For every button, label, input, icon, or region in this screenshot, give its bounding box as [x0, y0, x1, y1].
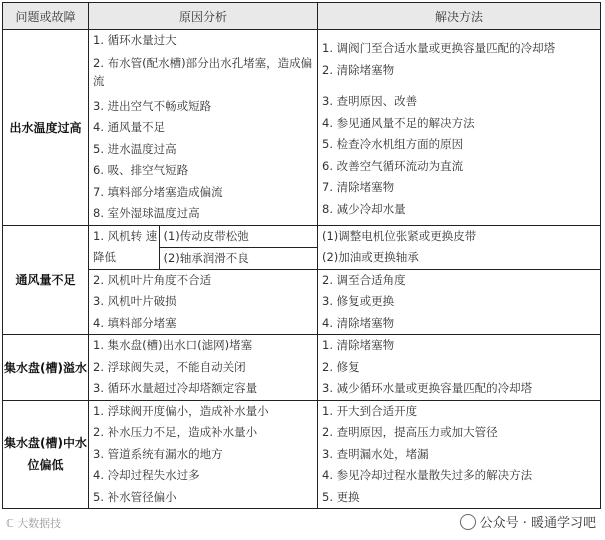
- solution-line: 4. 参见通风量不足的解决方法: [322, 115, 475, 130]
- solution-line: 4. 参见冷却过程水量散失过多的解决方法: [322, 468, 533, 482]
- header-row: [3, 3, 601, 30]
- issue-cell: 集水盘(槽)中水位偏低: [3, 400, 89, 509]
- header-cause: 原因分析: [89, 3, 318, 30]
- section-low-level: [3, 400, 601, 509]
- issue-cell: 出水温度过高: [3, 30, 89, 226]
- cause-line: 2. 风机叶片角度不合适: [93, 272, 212, 287]
- solution-line: 1. 清除堵塞物: [322, 338, 395, 352]
- issue-cell: 集水盘(槽)溢水: [3, 335, 89, 401]
- cause-line: 1. 循环水量过大: [93, 33, 177, 47]
- solution-cell: [318, 335, 601, 401]
- solution-line: 2. 查明原因，提高压力或加大管径: [322, 425, 498, 439]
- solution-line: 3. 查明漏水处，堵漏: [322, 446, 429, 461]
- section-airflow: [3, 225, 601, 335]
- cause-line: 7. 填料部分堵塞造成偏流: [93, 184, 223, 199]
- solution-line: 2. 调至合适角度: [322, 272, 406, 287]
- solution-cell: [318, 225, 601, 335]
- solution-line: 3. 修复或更换: [322, 294, 395, 308]
- cause-line: 2. 布水管(配水槽)部分出水孔堵塞，造成偏流: [93, 55, 313, 88]
- watermark-right: [457, 511, 599, 532]
- cause-line: 5. 进水温度过高: [93, 141, 177, 156]
- solution-line: 4. 清除堵塞物: [322, 315, 395, 330]
- solution-line: 8. 减少冷却水量: [322, 201, 406, 216]
- cause-cell: [89, 30, 318, 226]
- solution-line: 3. 减少循环水量或更换容量匹配的冷却塔: [322, 381, 533, 395]
- section-overflow: [3, 335, 601, 401]
- cause-line: 8. 室外湿球温度过高: [93, 206, 200, 220]
- cause-line: 3. 风机叶片破损: [93, 294, 177, 308]
- solution-line: 1. 开大到合适开度: [322, 403, 418, 418]
- cause-line: 1. 浮球阀开度偏小，造成补水量小: [93, 403, 269, 418]
- solution-cell: [318, 30, 601, 226]
- watermark-right-text: 公众号 · 暖通学习吧: [479, 516, 596, 531]
- solution-cell: [318, 400, 601, 509]
- cause-line: 3. 循环水量超过冷却塔额定容量: [93, 381, 258, 395]
- solution-line: 2. 清除堵塞物: [322, 62, 395, 77]
- solution-line: 7. 清除堵塞物: [322, 180, 395, 194]
- fan-speed-label: 1. 风机转 速 降低: [89, 226, 159, 270]
- section-outlet-temp: [3, 30, 601, 226]
- cause-line: 4. 冷却过程失水过多: [93, 468, 200, 482]
- cause-line: 1. 集水盘(槽)出水口(滤网)堵塞: [93, 338, 253, 352]
- cause-line: 6. 吸、排空气短路: [93, 163, 189, 177]
- watermark-left: ℂ 大数据技: [6, 517, 62, 530]
- solution-line: 3. 查明原因、改善: [322, 94, 418, 108]
- cause-line: 5. 补水管径偏小: [93, 489, 177, 504]
- cause-cell: [89, 335, 318, 401]
- fan-speed-subtable: [89, 226, 317, 270]
- cause-line: 4. 填料部分堵塞: [93, 315, 177, 330]
- solution-line: 2. 修复: [322, 359, 360, 374]
- fan-speed-reasons: (1)传动皮带松弛 (2)轴承润滑不良: [159, 226, 317, 270]
- cause-line: 2. 补水压力不足，造成补水量小: [93, 425, 258, 439]
- troubleshooting-table: [2, 2, 601, 509]
- solution-line: 1. 调阀门至合适水量或更换容量匹配的冷却塔: [322, 41, 556, 55]
- solution-line: (2)加油或更换轴承: [322, 250, 419, 264]
- cause-cell: [89, 400, 318, 509]
- cause-line: 3. 管道系统有漏水的地方: [93, 446, 223, 461]
- cause-line: 2. 浮球阀失灵，不能自动关闭: [93, 359, 246, 374]
- cause-line: 3. 进出空气不畅或短路: [93, 98, 212, 113]
- cause-cell: [89, 225, 318, 335]
- solution-line: (1)调整电机位张紧或更换皮带: [322, 228, 477, 243]
- header-issue: 问题或故障: [3, 3, 89, 30]
- solution-line: 5. 更换: [322, 489, 360, 504]
- solution-line: 6. 改善空气循环流动为直流: [322, 158, 464, 173]
- cause-line: 4. 通风量不足: [93, 120, 166, 134]
- header-solution: 解决方法: [318, 3, 601, 30]
- solution-line: 5. 检查冷水机组方面的原因: [322, 137, 464, 151]
- issue-cell: 通风量不足: [3, 225, 89, 335]
- wechat-icon: [460, 514, 476, 530]
